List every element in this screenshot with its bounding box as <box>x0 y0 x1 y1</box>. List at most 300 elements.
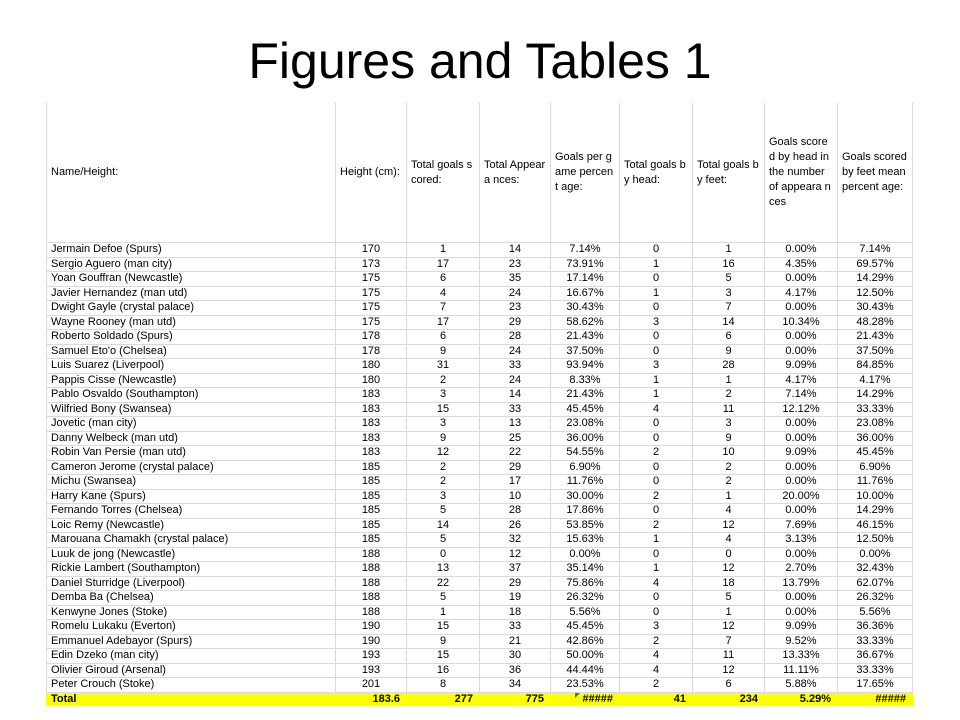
cell-head-percentage: 13.33% <box>765 649 838 664</box>
cell-name: Romelu Lukaku (Everton) <box>47 620 336 635</box>
total-gpg-value: ##### <box>582 692 613 705</box>
cell-goals-feet: 16 <box>693 257 765 272</box>
cell-total-goals: 17 <box>407 257 480 272</box>
total-height: 183.6 <box>336 692 407 705</box>
cell-appearances: 26 <box>480 518 551 533</box>
cell-name: Kenwyne Jones (Stoke) <box>47 605 336 620</box>
cell-goals-feet: 4 <box>693 533 765 548</box>
total-label: Total <box>47 692 336 705</box>
table-row <box>47 272 913 287</box>
cell-total-goals: 5 <box>407 533 480 548</box>
table-row <box>47 301 913 316</box>
cell-goals-per-game: 8.33% <box>551 373 620 388</box>
cell-total-goals: 15 <box>407 402 480 417</box>
cell-feet-percentage: 37.50% <box>838 344 913 359</box>
cell-height: 183 <box>336 417 407 432</box>
cell-name: Cameron Jerome (crystal palace) <box>47 460 336 475</box>
cell-goals-feet: 10 <box>693 446 765 461</box>
cell-head-percentage: 0.00% <box>765 417 838 432</box>
table-row <box>47 373 913 388</box>
cell-goals-head: 0 <box>620 330 693 345</box>
cell-height: 193 <box>336 649 407 664</box>
cell-goals-feet: 1 <box>693 373 765 388</box>
cell-total-goals: 15 <box>407 649 480 664</box>
table-row <box>47 605 913 620</box>
cell-name: Pablo Osvaldo (Southampton) <box>47 388 336 403</box>
cell-height: 188 <box>336 605 407 620</box>
cell-goals-per-game: 15.63% <box>551 533 620 548</box>
cell-total-goals: 6 <box>407 272 480 287</box>
table-row <box>47 620 913 635</box>
cell-appearances: 36 <box>480 663 551 678</box>
cell-feet-percentage: 7.14% <box>838 243 913 258</box>
total-goals-feet: 234 <box>693 692 765 705</box>
cell-total-goals: 13 <box>407 562 480 577</box>
cell-head-percentage: 0.00% <box>765 504 838 519</box>
cell-goals-head: 1 <box>620 388 693 403</box>
cell-head-percentage: 4.17% <box>765 373 838 388</box>
cell-head-percentage: 0.00% <box>765 330 838 345</box>
cell-goals-head: 0 <box>620 504 693 519</box>
cell-name: Emmanuel Adebayor (Spurs) <box>47 634 336 649</box>
cell-head-percentage: 7.69% <box>765 518 838 533</box>
cell-height: 175 <box>336 315 407 330</box>
cell-total-goals: 5 <box>407 504 480 519</box>
cell-appearances: 33 <box>480 359 551 374</box>
cell-head-percentage: 7.14% <box>765 388 838 403</box>
cell-name: Danny Welbeck (man utd) <box>47 431 336 446</box>
cell-goals-per-game: 17.86% <box>551 504 620 519</box>
table-row <box>47 475 913 490</box>
cell-height: 175 <box>336 286 407 301</box>
cell-total-goals: 0 <box>407 547 480 562</box>
cell-height: 183 <box>336 446 407 461</box>
cell-head-percentage: 10.34% <box>765 315 838 330</box>
table-row <box>47 257 913 272</box>
cell-feet-percentage: 14.29% <box>838 504 913 519</box>
cell-name: Javier Hernandez (man utd) <box>47 286 336 301</box>
cell-head-percentage: 5.88% <box>765 678 838 693</box>
cell-height: 190 <box>336 620 407 635</box>
cell-feet-percentage: 33.33% <box>838 634 913 649</box>
cell-total-goals: 9 <box>407 634 480 649</box>
header-appearances: Total Appeara nces: <box>480 103 551 243</box>
cell-goals-feet: 9 <box>693 344 765 359</box>
cell-height: 185 <box>336 460 407 475</box>
cell-feet-percentage: 21.43% <box>838 330 913 345</box>
cell-name: Olivier Giroud (Arsenal) <box>47 663 336 678</box>
cell-goals-head: 1 <box>620 533 693 548</box>
cell-goals-per-game: 45.45% <box>551 620 620 635</box>
header-feet-percentage: Goals scored by feet mean percent age: <box>838 103 913 243</box>
cell-total-goals: 1 <box>407 605 480 620</box>
table-row <box>47 431 913 446</box>
cell-goals-per-game: 21.43% <box>551 388 620 403</box>
cell-name: Roberto Soldado (Spurs) <box>47 330 336 345</box>
cell-goals-head: 1 <box>620 373 693 388</box>
table-row <box>47 504 913 519</box>
cell-total-goals: 14 <box>407 518 480 533</box>
cell-feet-percentage: 26.32% <box>838 591 913 606</box>
cell-name: Dwight Gayle (crystal palace) <box>47 301 336 316</box>
cell-height: 183 <box>336 431 407 446</box>
cell-total-goals: 6 <box>407 330 480 345</box>
cell-appearances: 29 <box>480 576 551 591</box>
cell-goals-feet: 2 <box>693 460 765 475</box>
cell-feet-percentage: 6.90% <box>838 460 913 475</box>
cell-goals-feet: 7 <box>693 301 765 316</box>
cell-feet-percentage: 45.45% <box>838 446 913 461</box>
table-row <box>47 663 913 678</box>
cell-feet-percentage: 33.33% <box>838 663 913 678</box>
cell-appearances: 17 <box>480 475 551 490</box>
slide-title: Figures and Tables 1 <box>248 33 712 89</box>
cell-goals-head: 1 <box>620 257 693 272</box>
cell-goals-head: 0 <box>620 591 693 606</box>
cell-name: Robin Van Persie (man utd) <box>47 446 336 461</box>
cell-appearances: 29 <box>480 460 551 475</box>
cell-name: Jermain Defoe (Spurs) <box>47 243 336 258</box>
cell-goals-per-game: 45.45% <box>551 402 620 417</box>
cell-head-percentage: 9.52% <box>765 634 838 649</box>
cell-height: 188 <box>336 547 407 562</box>
cell-goals-head: 3 <box>620 315 693 330</box>
cell-name: Rickie Lambert (Southampton) <box>47 562 336 577</box>
cell-height: 183 <box>336 402 407 417</box>
cell-feet-percentage: 14.29% <box>838 388 913 403</box>
cell-height: 185 <box>336 475 407 490</box>
cell-goals-head: 4 <box>620 402 693 417</box>
header-height: Height (cm): <box>336 103 407 243</box>
cell-head-percentage: 11.11% <box>765 663 838 678</box>
cell-goals-per-game: 17.14% <box>551 272 620 287</box>
cell-goals-feet: 4 <box>693 504 765 519</box>
cell-appearances: 12 <box>480 547 551 562</box>
cell-goals-feet: 3 <box>693 286 765 301</box>
cell-height: 185 <box>336 489 407 504</box>
table-row <box>47 402 913 417</box>
cell-appearances: 33 <box>480 620 551 635</box>
header-name: Name/Height: <box>47 103 336 243</box>
cell-head-percentage: 0.00% <box>765 431 838 446</box>
cell-goals-head: 0 <box>620 547 693 562</box>
cell-head-percentage: 9.09% <box>765 359 838 374</box>
cell-goals-per-game: 30.43% <box>551 301 620 316</box>
header-total-goals: Total goals scored: <box>407 103 480 243</box>
cell-feet-percentage: 12.50% <box>838 286 913 301</box>
cell-feet-percentage: 62.07% <box>838 576 913 591</box>
cell-appearances: 25 <box>480 431 551 446</box>
cell-goals-feet: 2 <box>693 388 765 403</box>
cell-total-goals: 12 <box>407 446 480 461</box>
cell-feet-percentage: 48.28% <box>838 315 913 330</box>
cell-height: 193 <box>336 663 407 678</box>
cell-total-goals: 9 <box>407 344 480 359</box>
cell-goals-feet: 7 <box>693 634 765 649</box>
cell-head-percentage: 2.70% <box>765 562 838 577</box>
cell-head-percentage: 0.00% <box>765 272 838 287</box>
total-head-percentage: 5.29% <box>765 692 838 705</box>
error-indicator-icon <box>575 693 580 698</box>
cell-head-percentage: 20.00% <box>765 489 838 504</box>
table-row <box>47 417 913 432</box>
cell-height: 185 <box>336 518 407 533</box>
cell-total-goals: 2 <box>407 373 480 388</box>
cell-total-goals: 9 <box>407 431 480 446</box>
cell-height: 188 <box>336 591 407 606</box>
cell-height: 170 <box>336 243 407 258</box>
cell-name: Edin Dzeko (man city) <box>47 649 336 664</box>
cell-total-goals: 3 <box>407 417 480 432</box>
cell-height: 175 <box>336 272 407 287</box>
cell-height: 180 <box>336 373 407 388</box>
cell-goals-per-game: 0.00% <box>551 547 620 562</box>
cell-feet-percentage: 36.00% <box>838 431 913 446</box>
cell-total-goals: 16 <box>407 663 480 678</box>
cell-total-goals: 1 <box>407 243 480 258</box>
cell-total-goals: 2 <box>407 460 480 475</box>
cell-goals-per-game: 23.08% <box>551 417 620 432</box>
cell-goals-feet: 3 <box>693 417 765 432</box>
cell-head-percentage: 13.79% <box>765 576 838 591</box>
cell-appearances: 14 <box>480 243 551 258</box>
cell-goals-per-game: 11.76% <box>551 475 620 490</box>
header-goals-per-game: Goals per game percent age: <box>551 103 620 243</box>
cell-appearances: 24 <box>480 286 551 301</box>
cell-goals-per-game: 36.00% <box>551 431 620 446</box>
cell-name: Demba Ba (Chelsea) <box>47 591 336 606</box>
total-feet-percentage: ##### <box>838 692 913 705</box>
cell-goals-feet: 12 <box>693 562 765 577</box>
cell-name: Michu (Swansea) <box>47 475 336 490</box>
cell-goals-feet: 1 <box>693 243 765 258</box>
header-goals-feet: Total goals by feet: <box>693 103 765 243</box>
table-row <box>47 359 913 374</box>
total-appearances: 775 <box>480 692 551 705</box>
cell-head-percentage: 0.00% <box>765 344 838 359</box>
cell-height: 188 <box>336 576 407 591</box>
table-row <box>47 634 913 649</box>
total-goals-per-game <box>551 692 620 705</box>
cell-height: 175 <box>336 301 407 316</box>
table-row <box>47 460 913 475</box>
cell-appearances: 35 <box>480 272 551 287</box>
total-goals-head: 41 <box>620 692 693 705</box>
cell-goals-head: 2 <box>620 518 693 533</box>
cell-goals-head: 1 <box>620 562 693 577</box>
table-row <box>47 315 913 330</box>
cell-feet-percentage: 46.15% <box>838 518 913 533</box>
cell-goals-feet: 6 <box>693 330 765 345</box>
cell-total-goals: 2 <box>407 475 480 490</box>
cell-goals-feet: 2 <box>693 475 765 490</box>
table-row <box>47 489 913 504</box>
cell-name: Jovetic (man city) <box>47 417 336 432</box>
cell-goals-head: 0 <box>620 460 693 475</box>
table-row <box>47 388 913 403</box>
cell-goals-per-game: 6.90% <box>551 460 620 475</box>
cell-appearances: 13 <box>480 417 551 432</box>
table-row <box>47 576 913 591</box>
cell-appearances: 33 <box>480 402 551 417</box>
cell-goals-per-game: 42.86% <box>551 634 620 649</box>
cell-feet-percentage: 10.00% <box>838 489 913 504</box>
cell-name: Loic Remy (Newcastle) <box>47 518 336 533</box>
cell-goals-per-game: 73.91% <box>551 257 620 272</box>
cell-name: Marouana Chamakh (crystal palace) <box>47 533 336 548</box>
cell-appearances: 30 <box>480 649 551 664</box>
cell-goals-feet: 1 <box>693 489 765 504</box>
cell-goals-per-game: 21.43% <box>551 330 620 345</box>
cell-goals-feet: 14 <box>693 315 765 330</box>
cell-appearances: 18 <box>480 605 551 620</box>
cell-appearances: 37 <box>480 562 551 577</box>
cell-goals-per-game: 58.62% <box>551 315 620 330</box>
cell-goals-head: 2 <box>620 446 693 461</box>
cell-name: Pappis Cisse (Newcastle) <box>47 373 336 388</box>
header-goals-head: Total goals by head: <box>620 103 693 243</box>
cell-total-goals: 15 <box>407 620 480 635</box>
cell-feet-percentage: 23.08% <box>838 417 913 432</box>
cell-feet-percentage: 12.50% <box>838 533 913 548</box>
cell-goals-per-game: 5.56% <box>551 605 620 620</box>
cell-height: 183 <box>336 388 407 403</box>
cell-feet-percentage: 4.17% <box>838 373 913 388</box>
cell-height: 178 <box>336 344 407 359</box>
cell-goals-feet: 28 <box>693 359 765 374</box>
total-row <box>47 692 913 705</box>
cell-goals-head: 0 <box>620 301 693 316</box>
cell-goals-feet: 12 <box>693 620 765 635</box>
stats-table-container <box>46 103 912 706</box>
table-row <box>47 243 913 258</box>
cell-total-goals: 7 <box>407 301 480 316</box>
cell-head-percentage: 0.00% <box>765 301 838 316</box>
cell-goals-head: 2 <box>620 489 693 504</box>
striker-stats-table <box>46 103 913 706</box>
cell-feet-percentage: 36.67% <box>838 649 913 664</box>
cell-appearances: 14 <box>480 388 551 403</box>
total-goals: 277 <box>407 692 480 705</box>
cell-total-goals: 3 <box>407 388 480 403</box>
cell-feet-percentage: 33.33% <box>838 402 913 417</box>
cell-appearances: 10 <box>480 489 551 504</box>
cell-goals-feet: 6 <box>693 678 765 693</box>
cell-height: 201 <box>336 678 407 693</box>
cell-head-percentage: 9.09% <box>765 446 838 461</box>
cell-height: 180 <box>336 359 407 374</box>
cell-goals-per-game: 37.50% <box>551 344 620 359</box>
table-row <box>47 286 913 301</box>
cell-goals-per-game: 23.53% <box>551 678 620 693</box>
cell-name: Fernando Torres (Chelsea) <box>47 504 336 519</box>
cell-height: 190 <box>336 634 407 649</box>
cell-total-goals: 4 <box>407 286 480 301</box>
cell-goals-per-game: 54.55% <box>551 446 620 461</box>
cell-goals-per-game: 26.32% <box>551 591 620 606</box>
cell-appearances: 24 <box>480 344 551 359</box>
cell-height: 185 <box>336 504 407 519</box>
cell-head-percentage: 0.00% <box>765 475 838 490</box>
cell-goals-feet: 12 <box>693 663 765 678</box>
cell-height: 188 <box>336 562 407 577</box>
cell-name: Samuel Eto'o (Chelsea) <box>47 344 336 359</box>
cell-goals-per-game: 50.00% <box>551 649 620 664</box>
table-row <box>47 591 913 606</box>
cell-name: Peter Crouch (Stoke) <box>47 678 336 693</box>
cell-appearances: 29 <box>480 315 551 330</box>
cell-feet-percentage: 5.56% <box>838 605 913 620</box>
cell-feet-percentage: 32.43% <box>838 562 913 577</box>
cell-goals-feet: 5 <box>693 591 765 606</box>
table-body <box>47 243 913 693</box>
cell-total-goals: 17 <box>407 315 480 330</box>
cell-goals-feet: 18 <box>693 576 765 591</box>
cell-appearances: 34 <box>480 678 551 693</box>
cell-feet-percentage: 36.36% <box>838 620 913 635</box>
cell-goals-per-game: 35.14% <box>551 562 620 577</box>
table-row <box>47 678 913 693</box>
cell-total-goals: 3 <box>407 489 480 504</box>
table-row <box>47 330 913 345</box>
cell-name: Luis Suarez (Liverpool) <box>47 359 336 374</box>
cell-goals-head: 0 <box>620 344 693 359</box>
cell-goals-head: 2 <box>620 634 693 649</box>
cell-head-percentage: 4.35% <box>765 257 838 272</box>
header-row <box>47 103 913 243</box>
cell-name: Yoan Gouffran (Newcastle) <box>47 272 336 287</box>
cell-total-goals: 5 <box>407 591 480 606</box>
cell-goals-head: 4 <box>620 576 693 591</box>
cell-total-goals: 8 <box>407 678 480 693</box>
header-head-percentage: Goals scored by head in the number of appeara nces <box>765 103 838 243</box>
cell-appearances: 19 <box>480 591 551 606</box>
cell-feet-percentage: 11.76% <box>838 475 913 490</box>
table-row <box>47 547 913 562</box>
cell-name: Daniel Sturridge (Liverpool) <box>47 576 336 591</box>
cell-goals-head: 0 <box>620 272 693 287</box>
cell-goals-head: 4 <box>620 649 693 664</box>
cell-goals-per-game: 53.85% <box>551 518 620 533</box>
table-row <box>47 562 913 577</box>
cell-goals-per-game: 7.14% <box>551 243 620 258</box>
cell-feet-percentage: 69.57% <box>838 257 913 272</box>
cell-goals-head: 3 <box>620 359 693 374</box>
cell-head-percentage: 0.00% <box>765 547 838 562</box>
cell-goals-feet: 11 <box>693 649 765 664</box>
cell-feet-percentage: 17.65% <box>838 678 913 693</box>
cell-name: Wayne Rooney (man utd) <box>47 315 336 330</box>
cell-height: 178 <box>336 330 407 345</box>
cell-goals-per-game: 44.44% <box>551 663 620 678</box>
table-row <box>47 649 913 664</box>
cell-goals-per-game: 93.94% <box>551 359 620 374</box>
cell-goals-head: 0 <box>620 605 693 620</box>
cell-head-percentage: 0.00% <box>765 243 838 258</box>
cell-feet-percentage: 0.00% <box>838 547 913 562</box>
table-row <box>47 446 913 461</box>
cell-name: Wilfried Bony (Swansea) <box>47 402 336 417</box>
cell-goals-per-game: 75.86% <box>551 576 620 591</box>
cell-appearances: 32 <box>480 533 551 548</box>
cell-appearances: 24 <box>480 373 551 388</box>
cell-head-percentage: 0.00% <box>765 591 838 606</box>
cell-goals-head: 3 <box>620 620 693 635</box>
cell-appearances: 22 <box>480 446 551 461</box>
cell-name: Sergio Aguero (man city) <box>47 257 336 272</box>
cell-appearances: 28 <box>480 504 551 519</box>
cell-goals-feet: 11 <box>693 402 765 417</box>
